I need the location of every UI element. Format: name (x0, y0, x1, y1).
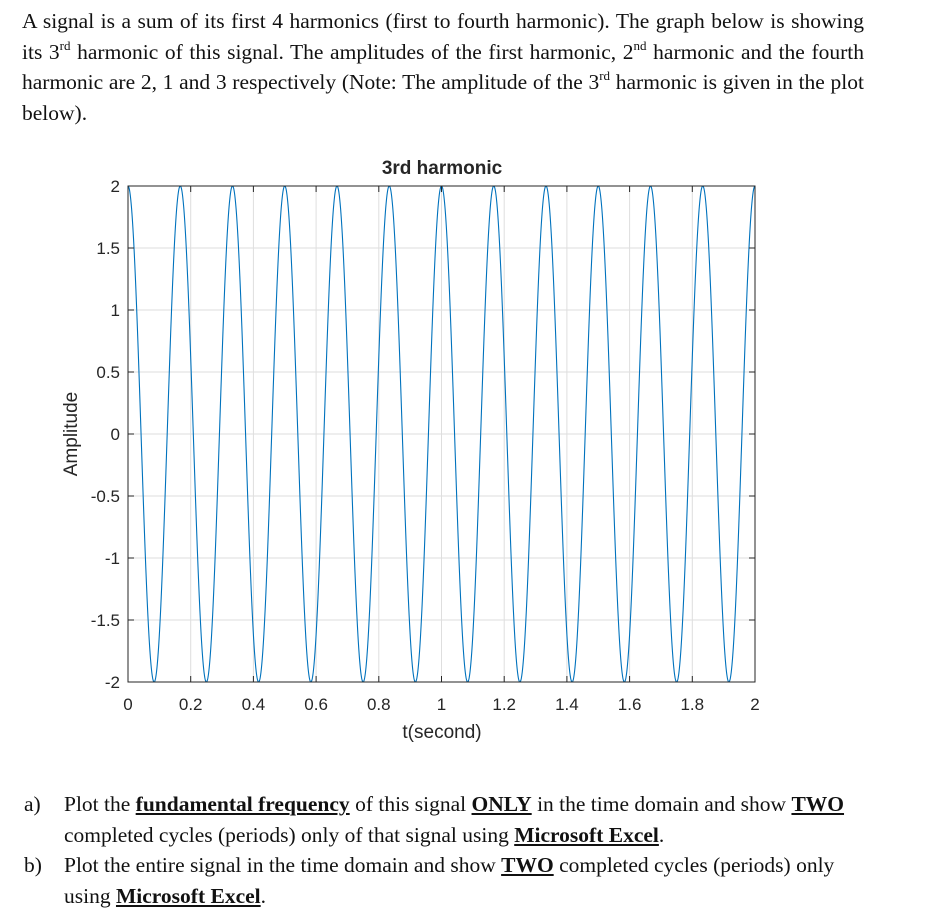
y-tick-label: 1 (110, 301, 120, 320)
x-tick-label: 1.6 (617, 695, 642, 714)
x-tick-label: 2 (750, 695, 760, 714)
y-tick-label: -1 (104, 549, 120, 568)
y-tick-label: -1.5 (90, 611, 120, 630)
intro-text-4: harmonic is given in the plot below). (22, 70, 864, 125)
question-a (24, 789, 874, 850)
question-list (24, 789, 874, 911)
bold-microsoft-excel: Microsoft Excel (115, 883, 261, 908)
question-a-label: a) (24, 792, 41, 816)
x-tick-label: 0.4 (241, 695, 266, 714)
question-a-text: completed cycles (periods) only of that signal using (64, 822, 515, 847)
intro-text-2: harmonic of this signal. The amplitudes of the first harmonic, 2 (70, 39, 634, 64)
y-axis-label: Amplitude (61, 391, 82, 477)
superscript-nd: nd (633, 37, 647, 53)
bold-only: ONLY (471, 792, 532, 816)
x-tick-label: 1.4 (555, 695, 579, 714)
bold-two: TWO (791, 792, 845, 816)
x-axis-label: t(second) (402, 722, 482, 743)
y-tick-label: -2 (104, 673, 120, 692)
intro-text-3: harmonic and the fourth harmonic are 2, 1 and 3 respectively (Note: The amplitude of the 3 (22, 39, 864, 94)
superscript-rd: rd (59, 37, 71, 53)
question-a-text: Plot the (64, 792, 136, 816)
bold-two: TWO (501, 853, 554, 877)
superscript-rd-2: rd (599, 68, 611, 83)
question-b-label: b) (24, 853, 42, 877)
y-tick-label: 2 (110, 177, 120, 196)
y-tick-label: 0 (110, 425, 120, 444)
question-a-text: of this signal (349, 792, 472, 816)
question-a-text: in the time domain and show (531, 792, 792, 816)
x-tick-label: 1.2 (492, 695, 517, 714)
x-tick-label: 1.8 (680, 695, 705, 714)
x-tick-label: 0.8 (366, 695, 391, 714)
x-tick-label: 1 (436, 695, 447, 714)
x-tick-label: 0 (123, 695, 133, 714)
question-a-text: . (658, 822, 665, 847)
y-tick-label: 0.5 (96, 363, 120, 382)
y-tick-labels (91, 177, 120, 692)
y-tick-label: -0.5 (90, 487, 120, 506)
x-tick-label: 0.2 (178, 695, 203, 714)
question-b-text: . (260, 883, 267, 908)
y-tick-label: 1.5 (96, 239, 120, 258)
bold-fundamental-frequency: fundamental frequency (135, 792, 350, 816)
chart-title: 3rd harmonic (381, 158, 503, 179)
bold-microsoft-excel: Microsoft Excel (514, 822, 659, 847)
question-b-text: completed cycles (periods) only using (64, 853, 835, 908)
intro-text-1: A signal is a sum of its first 4 harmonics (first to fourth harmonic). The graph below is showing its 3 (22, 9, 864, 64)
x-tick-label: 0.6 (304, 695, 328, 714)
question-b (24, 850, 874, 911)
x-tick-labels (123, 695, 759, 714)
question-b-text: Plot the entire signal in the time domain and show (64, 853, 502, 877)
